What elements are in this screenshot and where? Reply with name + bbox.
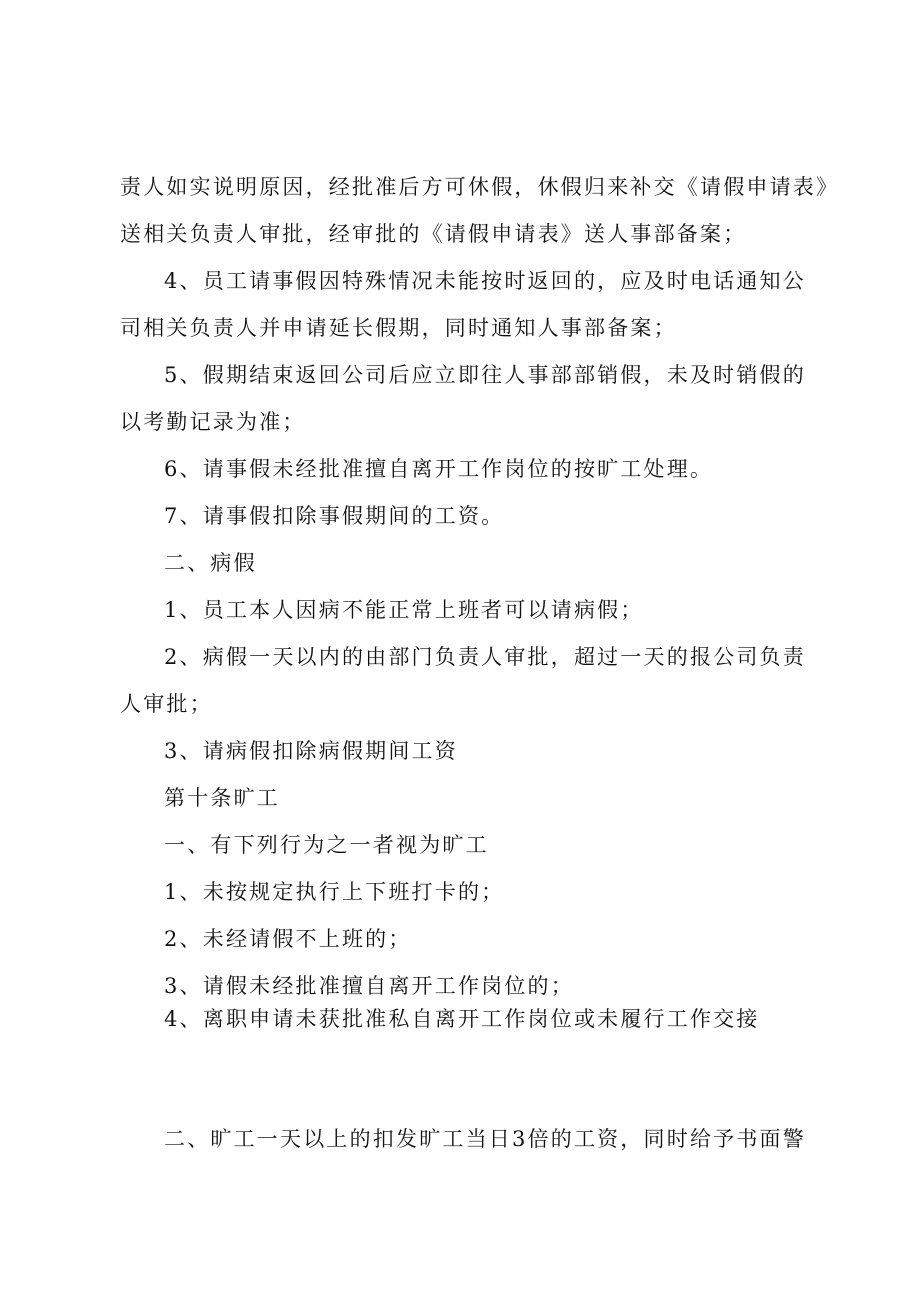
text-line: 3、请假未经批准擅自离开工作岗位的； bbox=[164, 974, 574, 998]
text-line: 6、请事假未经批准擅自离开工作岗位的按旷工处理。 bbox=[164, 457, 714, 481]
article-heading: 第十条旷工 bbox=[164, 786, 280, 810]
text-line: 4、员工请事假因特殊情况未能按时返回的，应及时电话通知公 bbox=[164, 269, 806, 293]
text-line: 1、未按规定执行上下班打卡的； bbox=[164, 880, 505, 904]
text-line: 5、假期结束返回公司后应立即往人事部部销假，未及时销假的 bbox=[164, 363, 806, 387]
text-line: 司相关负责人并申请延长假期，同时通知人事部备案； bbox=[120, 316, 677, 340]
section-heading: 二、病假 bbox=[164, 551, 257, 575]
text-line: 7、请事假扣除事假期间的工资。 bbox=[164, 504, 505, 528]
text-line: 人审批； bbox=[120, 692, 213, 716]
text-line: 3、请病假扣除病假期间工资 bbox=[164, 739, 458, 763]
text-line: 送相关负责人审批，经审批的《请假申请表》送人事部备案； bbox=[120, 222, 747, 246]
text-line: 2、未经请假不上班的； bbox=[164, 927, 412, 951]
text-line: 以考勤记录为准； bbox=[120, 410, 306, 434]
text-line: 责人如实说明原因，经批准后方可休假，休假归来补交《请假申请表》 bbox=[120, 175, 840, 199]
text-line: 1、员工本人因病不能正常上班者可以请病假； bbox=[164, 598, 644, 622]
text-line: 2、病假一天以内的由部门负责人审批，超过一天的报公司负责 bbox=[164, 645, 806, 669]
section-heading: 一、有下列行为之一者视为旷工 bbox=[164, 833, 489, 857]
text-line: 4、离职申请未获批准私自离开工作岗位或未履行工作交接 bbox=[164, 1007, 760, 1031]
section-heading: 二、旷工一天以上的扣发旷工当日3倍的工资，同时给予书面警 bbox=[164, 1127, 806, 1151]
